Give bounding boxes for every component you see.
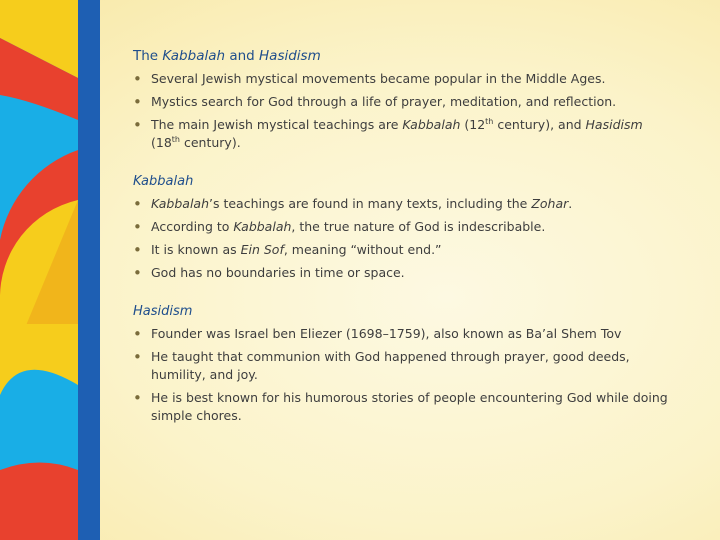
text-run: Hasidism bbox=[585, 117, 643, 132]
slide-content bbox=[133, 47, 673, 445]
kabbalah-heading: Kabbalah bbox=[133, 174, 194, 189]
bullet-item bbox=[133, 116, 673, 152]
text-run: , meaning “without end.” bbox=[283, 242, 442, 257]
kabbalah-section bbox=[133, 172, 673, 282]
bullet-item: • Founder was Israel ben Eliezer (1698–1759), also known as Ba’al Shem Tov bbox=[133, 325, 673, 343]
hasidism-heading: Hasidism bbox=[133, 304, 193, 319]
slide-title bbox=[133, 47, 673, 66]
text-run: Kabbalah bbox=[233, 219, 292, 234]
text-run: Ein Sof bbox=[240, 242, 284, 257]
bullet-item: • Several Jewish mystical movements became popular in the Middle Ages. bbox=[133, 70, 673, 88]
deco-blue-stripe bbox=[78, 0, 100, 540]
bullet-item: • Mystics search for God through a life of prayer, meditation, and reflection. bbox=[133, 93, 673, 111]
bullet-item bbox=[133, 241, 673, 259]
title-part: and bbox=[225, 48, 260, 64]
superscript: th bbox=[485, 116, 494, 126]
title-part: Hasidism bbox=[259, 48, 321, 64]
title-part: Kabbalah bbox=[162, 48, 226, 64]
hasidism-list bbox=[133, 325, 673, 425]
bullet-item: • He is best known for his humorous stories of people encountering God while doing simple chores. bbox=[133, 389, 673, 425]
bullet-item: • God has no boundaries in time or space. bbox=[133, 264, 673, 282]
text-run: It is known as bbox=[151, 242, 241, 257]
bullet-item bbox=[133, 195, 673, 213]
text-run: Kabbalah bbox=[151, 196, 209, 211]
hasidism-section bbox=[133, 302, 673, 425]
kabbalah-list bbox=[133, 195, 673, 282]
intro-list bbox=[133, 70, 673, 152]
text-run: (18 bbox=[151, 135, 172, 150]
decorative-stripe-graphic bbox=[0, 0, 100, 540]
deco-red-bottom bbox=[0, 463, 78, 540]
title-part: The bbox=[133, 48, 163, 64]
text-run: ’s teachings are found in many texts, including the bbox=[209, 196, 532, 211]
text-run: According to bbox=[151, 219, 234, 234]
bullet-item: • He taught that communion with God happened through prayer, good deeds, humility, and joy. bbox=[133, 348, 673, 384]
text-run: Kabbalah bbox=[402, 117, 461, 132]
text-run: century). bbox=[180, 135, 241, 150]
text-run: (12 bbox=[460, 117, 486, 132]
text-run: . bbox=[568, 196, 573, 211]
text-run: century), and bbox=[493, 117, 586, 132]
text-run: Zohar bbox=[531, 196, 569, 211]
superscript: th bbox=[171, 134, 181, 144]
text-run: The main Jewish mystical teachings are bbox=[151, 117, 403, 132]
intro-section bbox=[133, 47, 673, 152]
text-run: , the true nature of God is indescribable. bbox=[291, 219, 546, 234]
bullet-item bbox=[133, 218, 673, 236]
